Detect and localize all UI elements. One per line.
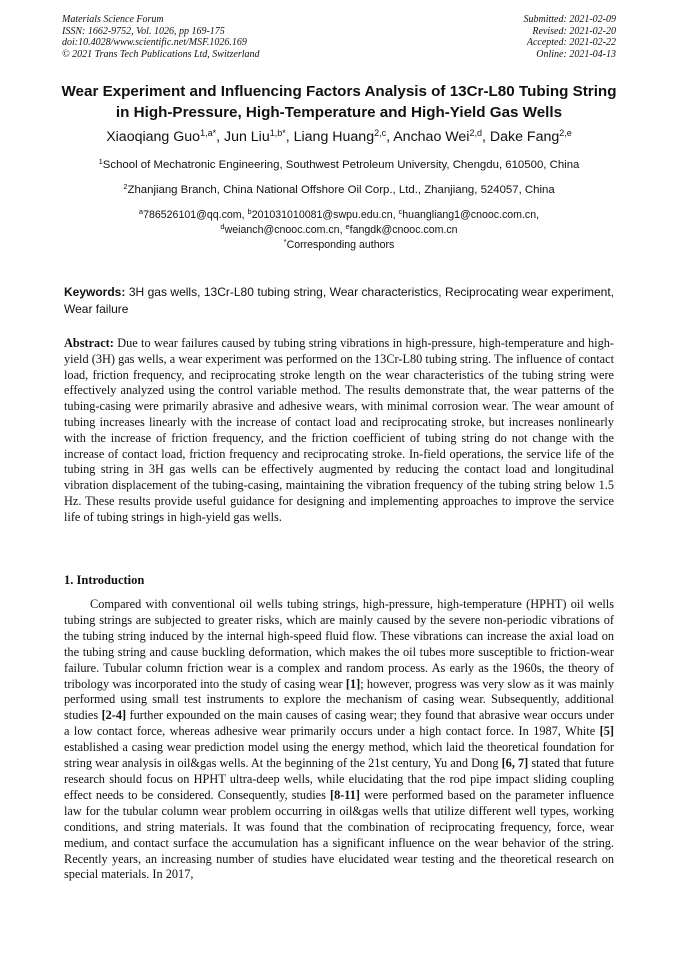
- keywords-label: Keywords:: [64, 285, 126, 299]
- author-name: Xiaoqiang Guo: [106, 129, 201, 145]
- journal-name: Materials Science Forum: [62, 14, 164, 25]
- citation-link[interactable]: [5]: [599, 724, 614, 739]
- author-affiliation-mark: 1,b*: [269, 128, 286, 138]
- abstract-text: Due to wear failures caused by tubing string vibrations in high-pressure, high-temperature and high-yield (3H) gas wells, a wear experiment was performed on the 13Cr-L80 tubing string. The influence of contact load, friction frequency, and reciprocating stroke length on the wear characteristics of the tubing string were effectively analyzed using the control variable method. The results demonstrate that, the wear patterns of the tubing-casing were primarily abrasive and adhesive wears, with minimal corrosion wear. The wear amount of tubing increases linearly with the increase of contact load and reciprocating stroke, but increases nonlinearly with the increase of friction frequency, and the friction coefficient of tubing string do not change with the increase of contact load, friction frequency and reciprocating stroke. In-field operations, the service life of the tubing string in 3H gas wells can be effectively augmented by reducing the contact load and longitudinal vibration displacement of the tubing-casing, maintaining the vibration frequency of the tubing string below 1.5 Hz. These results provide useful guidance for designing and implementing approaches to improve the service life of tubing strings in high-yield gas wells.: [64, 336, 614, 524]
- author-affiliation-mark: 1,a*: [200, 128, 217, 138]
- email-list: [40, 208, 638, 253]
- intro-text: further expounded on the main causes of casing wear; they found that abrasive wear occurs under a low contact force, whereas adhesive wear primarily occurs under a high contact force. In 1987, White: [64, 708, 615, 739]
- author-name: Dake Fang: [489, 129, 560, 145]
- intro-text: Compared with conventional oil wells tubing strings, high-pressure, high-temperature (HPHT) oil wells tubing strings are subjected to greater risks, which are mainly caused by the severe non-periodic vibrations of the tubing string induced by the internal high-speed fluid flow. These vibrations can increase the axial load on the tubing string and cause buckling deformation, which makes the oil tubes more susceptible to friction-wear failure. Tubular column friction wear is a complex and random process. As early as the 1960s, the theory of tribology was incorporated into the study of casing wear: [64, 597, 614, 691]
- author-affiliation-mark: 2,d: [469, 128, 482, 138]
- affiliation-number: 1: [98, 157, 103, 166]
- citation-link[interactable]: [2-4]: [101, 708, 127, 723]
- revised-date: Revised: 2021-02-20: [532, 25, 616, 37]
- author-affiliation-mark: 2,c: [374, 128, 387, 138]
- online-date: Online: 2021-04-13: [536, 48, 616, 60]
- keywords-text: 3H gas wells, 13Cr-L80 tubing string, Wear characteristics, Reciprocating wear experiment, Wear failure: [64, 285, 615, 316]
- issn-line: ISSN: 1662-9752, Vol. 1026, pp 169-175: [62, 25, 225, 37]
- email-e[interactable]: fangdk@cnooc.com.cn: [349, 224, 458, 236]
- journal-info: [62, 14, 260, 60]
- affiliation-1: [40, 158, 638, 172]
- email-a[interactable]: 786526101@qq.com,: [143, 209, 245, 221]
- copyright-line: © 2021 Trans Tech Publications Ltd, Switzerland: [62, 48, 260, 60]
- doi-line[interactable]: doi:10.4028/www.scientific.net/MSF.1026.169: [62, 37, 247, 48]
- author-name: Jun Liu: [223, 129, 270, 145]
- intro-text: established a casing wear prediction model using the energy method, which laid the theoretical foundation for string wear analysis in oil&gas wells. At the beginning of the 21st century, Yu and Dong: [64, 740, 614, 771]
- citation-link[interactable]: [8-11]: [329, 787, 361, 802]
- author-name: Liang Huang: [293, 129, 375, 145]
- intro-text: stated that future research should focus on HPHT ultra-deep wells, while elucidating that the rod pipe impact sliding coupling effect needs to be considered. Consequently, studies: [64, 756, 614, 802]
- affiliation-text: Zhanjiang Branch, China National Offshore Oil Corp., Ltd., Zhanjiang, 524057, China: [127, 184, 555, 196]
- intro-text: were performed based on the parameter influence law for the tubular column wear problem occurring in oil&gas wells that utilize different well types, working conditions, and string materials. It was found that the combination of reciprocating frequency, force, wear medium, and contact surface the accumulation has a significant influence on the wear behavior of the string. Recently years, an increasing number of studies have elucidated wear testing and the theoretical research on special materials. In 2017,: [64, 787, 614, 882]
- affiliation-text: School of Mechatronic Engineering, Southwest Petroleum University, Chengdu, 610500, China: [102, 159, 580, 171]
- intro-text: ; however, progress was very slow as it was mainly performed using small test instruments to explore the mechanism of casing wear. Subsequently, additional studies: [64, 676, 614, 723]
- introduction-paragraph: [64, 597, 614, 883]
- accepted-date: Accepted: 2021-02-22: [526, 37, 616, 48]
- abstract-label: Abstract:: [64, 336, 114, 350]
- email-d[interactable]: weianch@cnooc.com.cn,: [224, 224, 343, 236]
- email-line-1: $^a$786526101@qq.com, $^b$201031010081@swpu.edu.cn, $^c$huangliang1@cnooc.com.cn,: [138, 207, 540, 221]
- citation-link[interactable]: [6, 7]: [501, 756, 529, 771]
- publication-dates: [524, 14, 617, 60]
- section-heading: 1. Introduction: [64, 573, 145, 587]
- affiliation-2: [40, 183, 638, 197]
- affiliation-number: 2: [123, 182, 128, 191]
- author-affiliation-mark: 2,e: [559, 128, 572, 138]
- email-line-2: $^d$weianch@cnooc.com.cn, $^e$fangdk@cnooc.com.cn: [220, 222, 458, 236]
- email-c[interactable]: huangliang1@cnooc.com.cn,: [402, 209, 540, 221]
- author-name: Anchao Wei: [393, 129, 470, 145]
- citation-link[interactable]: [1]: [345, 676, 361, 691]
- corresponding-label: Corresponding authors: [286, 239, 395, 251]
- corresponding-note: *Corresponding authors: [283, 237, 395, 251]
- abstract-block: [64, 336, 614, 526]
- email-b[interactable]: 201031010081@swpu.edu.cn,: [251, 209, 396, 221]
- paper-title: Wear Experiment and Influencing Factors Analysis of 13Cr-L80 Tubing String in High-Pressure, High-Temperature and High-Yield Gas Wells: [61, 83, 617, 121]
- author-list: Xiaoqiang Guo$^{1,a*}$, Jun Liu$^{1,b*}$, Liang Huang$^{2,c}$, Anchao Wei$^{2,d}$, Dake Fang$^{2,e}$: [106, 128, 572, 145]
- keywords-block: [64, 284, 614, 318]
- submitted-date: Submitted: 2021-02-09: [523, 14, 616, 25]
